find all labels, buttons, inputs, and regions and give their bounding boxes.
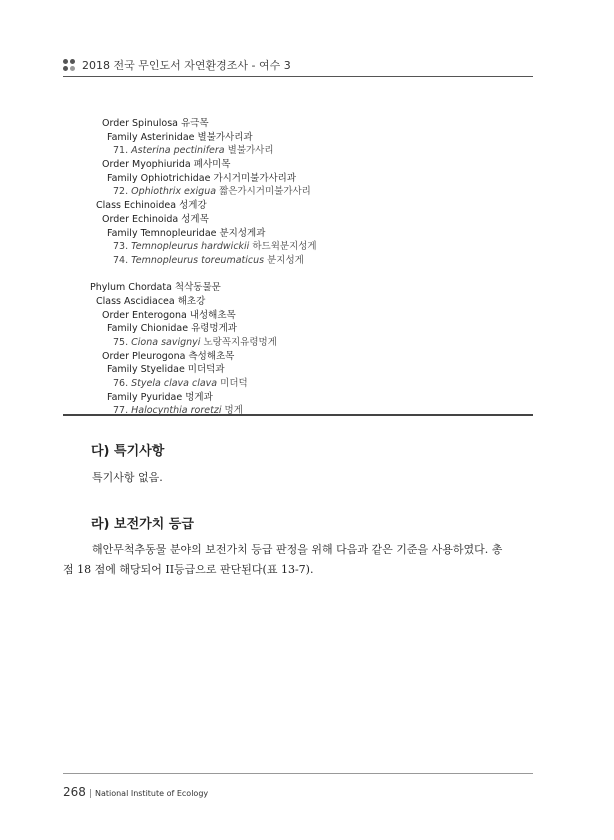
species-number: 77. <box>113 405 129 417</box>
species-row <box>90 377 530 391</box>
species-scientific-name: Halocynthia roretzi <box>131 405 222 417</box>
taxon-label: Family Chionidae 유령멍게과 <box>107 323 237 335</box>
header-title: 2018 전국 무인도서 자연환경조사 - 여수 3 <box>82 59 291 72</box>
table-bottom-rule <box>63 414 533 416</box>
species-number: 75. <box>113 337 129 348</box>
footer-institute: National Institute of Ecology <box>94 789 209 798</box>
species-row <box>90 144 530 158</box>
species-row <box>90 336 530 350</box>
species-row <box>90 185 530 199</box>
species-scientific-name: Ciona savignyi <box>131 337 201 348</box>
taxon-spacer <box>90 268 530 282</box>
family-row <box>90 172 530 186</box>
species-scientific-name: Temnopleurus toreumaticus <box>131 254 265 266</box>
order-row <box>90 213 530 227</box>
taxon-label: Family Temnopleuridae 분지성게과 <box>107 227 266 239</box>
taxon-label: Order Enterogona 내성해초목 <box>102 309 236 321</box>
species-number: 71. <box>113 145 129 157</box>
order-row <box>90 350 530 364</box>
conservation-grade-line-1: 해안무척추동물 분야의 보전가치 등급 판정을 위해 다음과 같은 기준을 사용하였다. 총 <box>92 543 503 556</box>
taxon-label: Family Styelidae 미더덕과 <box>107 364 225 376</box>
species-number: 73. <box>113 241 129 253</box>
species-row <box>90 254 530 268</box>
species-scientific-name: Styela clava clava <box>131 378 218 390</box>
species-korean-name: 별불가사리 <box>227 145 274 157</box>
footer-rule <box>63 773 533 774</box>
section-title-special-notes: 다) 특기사항 <box>91 444 165 459</box>
taxon-label: Class Ascidiacea 해초강 <box>96 295 206 307</box>
page-number: 268 <box>63 785 86 799</box>
species-scientific-name: Temnopleurus hardwickii <box>131 241 250 253</box>
taxon-label: Class Echinoidea 성게강 <box>96 200 207 212</box>
family-row <box>90 391 530 405</box>
footer-separator: | <box>88 789 92 799</box>
page-footer <box>63 781 208 800</box>
species-korean-name: 미더덕 <box>220 378 248 390</box>
taxon-label: Family Pyuridae 멍게과 <box>107 391 213 403</box>
species-korean-name: 노랑꼭지유령멍게 <box>203 337 277 348</box>
conservation-grade-line-2: 점 18 점에 해당되어 II등급으로 판단된다(표 13-7). <box>63 563 314 576</box>
header-dots-icon <box>63 59 75 71</box>
species-row <box>90 404 530 418</box>
taxon-list <box>90 117 530 418</box>
species-korean-name: 하드윅분지성게 <box>252 241 317 253</box>
species-number: 76. <box>113 378 129 390</box>
taxon-label: Order Echinoida 성게목 <box>102 213 209 225</box>
family-row <box>90 322 530 336</box>
species-row <box>90 240 530 254</box>
species-number: 74. <box>113 254 129 266</box>
species-korean-name: 짧은가시거미불가사리 <box>219 186 311 198</box>
class-row <box>90 295 530 309</box>
taxon-label: Order Pleurogona 측성해초목 <box>102 350 235 362</box>
family-row <box>90 131 530 145</box>
taxon-label: Order Spinulosa 유극목 <box>102 118 209 129</box>
family-row <box>90 363 530 377</box>
species-korean-name: 멍게 <box>224 405 243 417</box>
species-number: 72. <box>113 186 129 198</box>
species-korean-name: 분지성게 <box>267 254 304 266</box>
family-row <box>90 227 530 241</box>
order-row <box>90 158 530 172</box>
class-row <box>90 199 530 213</box>
running-header <box>63 56 533 78</box>
phylum-row <box>90 281 530 295</box>
taxon-label: Phylum Chordata 척삭동물문 <box>90 282 221 294</box>
order-row <box>90 117 530 131</box>
taxon-label: Order Myophiurida 폐사미목 <box>102 159 231 171</box>
order-row <box>90 309 530 323</box>
special-notes-body: 특기사항 없음. <box>92 471 163 484</box>
section-title-conservation-grade: 라) 보전가치 등급 <box>91 517 194 532</box>
conservation-grade-body <box>63 540 543 580</box>
header-rule <box>63 76 533 77</box>
taxon-label: Family Ophiotrichidae 가시거미불가사리과 <box>107 172 297 184</box>
species-scientific-name: Ophiothrix exigua <box>131 186 217 198</box>
species-scientific-name: Asterina pectinifera <box>131 145 225 157</box>
taxon-label: Family Asterinidae 별불가사리과 <box>107 131 253 143</box>
